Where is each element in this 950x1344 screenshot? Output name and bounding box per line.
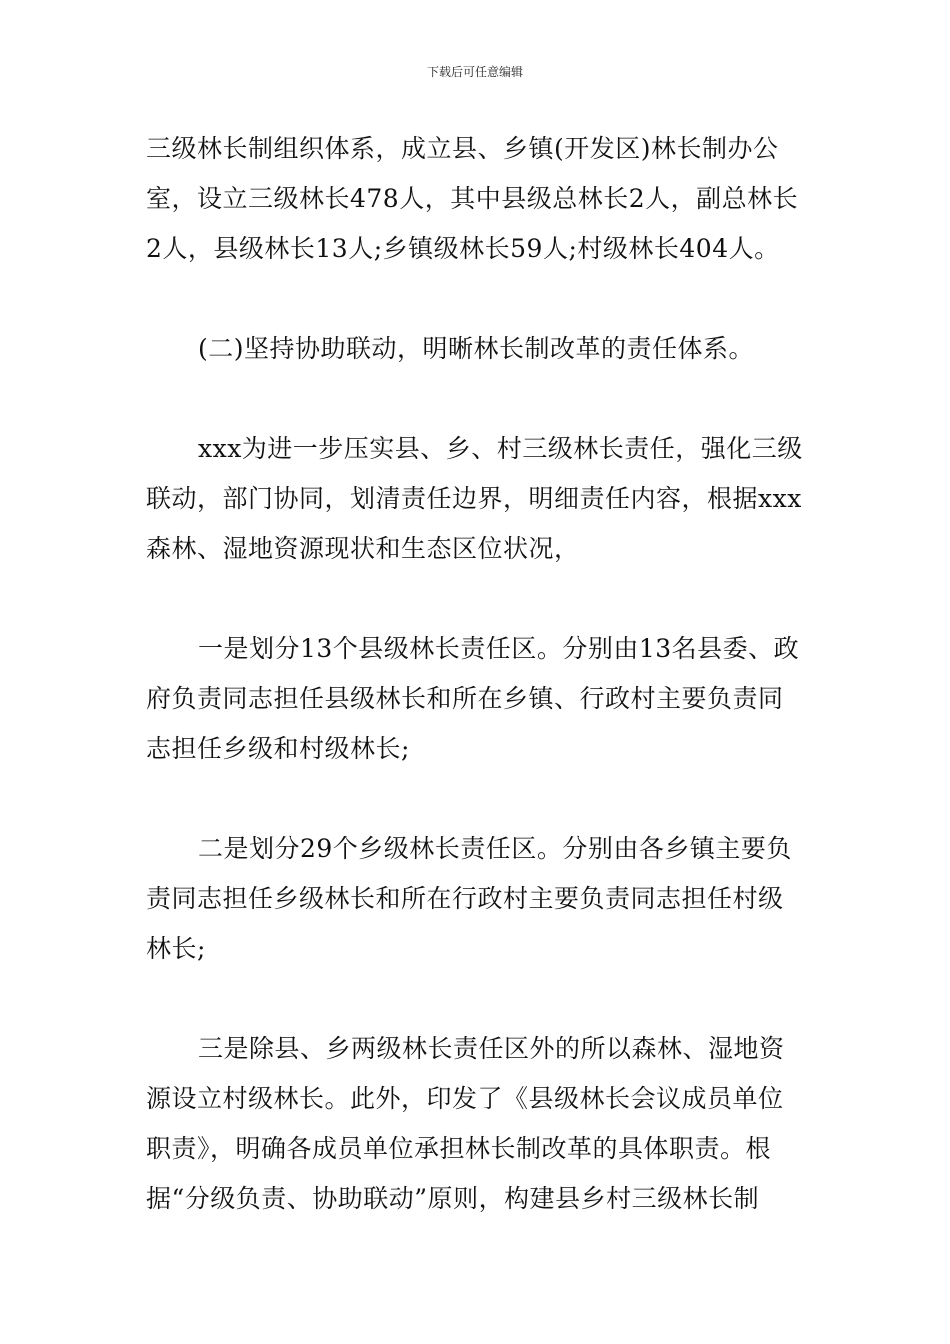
text-line: 室，设立三级林长478人，其中县级总林长2人，副总林长: [146, 184, 799, 213]
text-line: 源设立村级林长。此外，印发了《县级林长会议成员单位: [146, 1084, 784, 1113]
text-line: 林长;: [146, 934, 206, 963]
text-line: 森林、湿地资源现状和生态区位状况，: [146, 534, 580, 563]
text-line: 府负责同志担任县级林长和所在乡镇、行政村主要负责同: [146, 684, 784, 713]
text-line: 三级林长制组织体系，成立县、乡镇(开发区)林长制办公: [146, 134, 779, 163]
text-line: 二是划分29个乡级林长责任区。分别由各乡镇主要负: [198, 834, 792, 863]
text-line: 联动，部门协同，划清责任边界，明细责任内容，根据xxx: [146, 484, 802, 513]
text-line: 2人，县级林长13人;乡镇级林长59人;村级林长404人。: [146, 234, 780, 263]
text-line: 责同志担任乡级林长和所在行政村主要负责同志担任村级: [146, 884, 784, 913]
text-line: 一是划分13个县级林长责任区。分别由13名县委、政: [198, 634, 800, 663]
text-line: 据“分级负责、协助联动”原则，构建县乡村三级林长制: [146, 1184, 760, 1213]
text-line: xxx为进一步压实县、乡、村三级林长责任，强化三级: [198, 434, 803, 463]
text-line: 职责》，明确各成员单位承担林长制改革的具体职责。根: [146, 1134, 772, 1163]
page-header: 下载后可任意编辑: [426, 65, 523, 79]
text-line: 三是除县、乡两级林长责任区外的所以森林、湿地资: [198, 1034, 785, 1063]
text-line: 志担任乡级和村级林长;: [146, 734, 410, 763]
section-heading: (二)坚持协助联动，明晰林长制改革的责任体系。: [198, 334, 755, 363]
